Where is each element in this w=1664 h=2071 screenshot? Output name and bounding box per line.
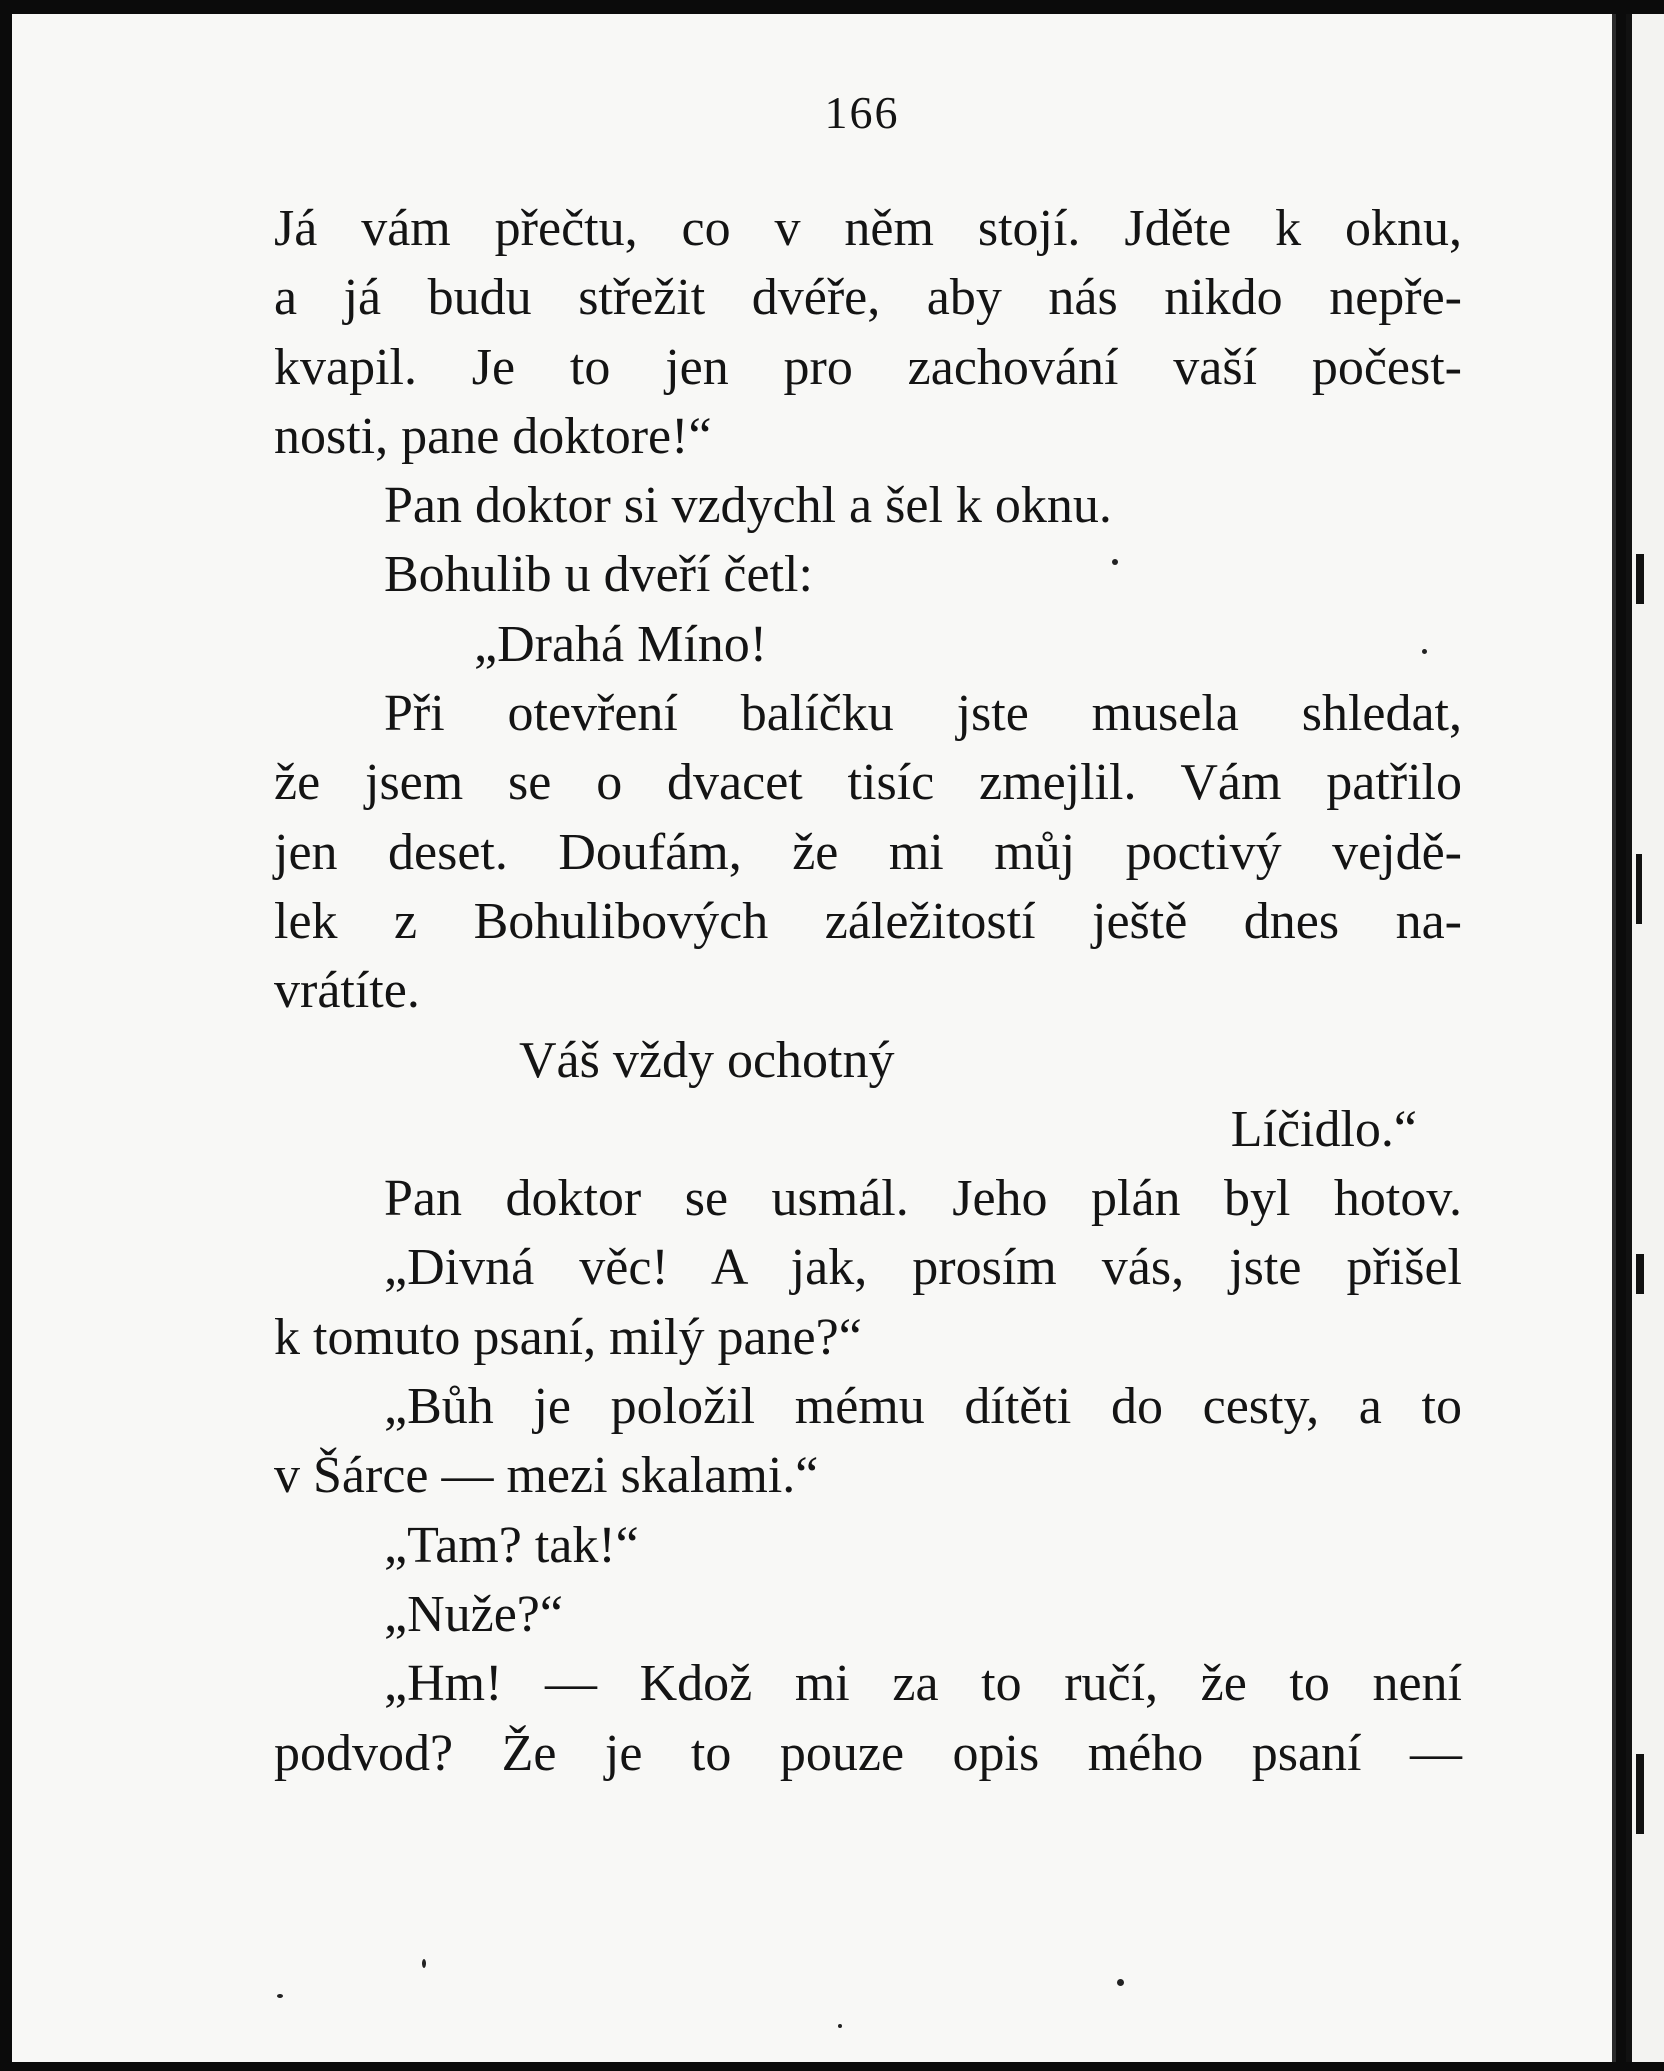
text-line: Líčidlo.“ xyxy=(1230,1100,1417,1158)
page-number: 166 xyxy=(824,87,900,138)
text-line: vrátíte. xyxy=(274,962,420,1020)
text-line: k tomuto psaní, milý pane?“ xyxy=(274,1308,862,1366)
text-line: Já vám přečtu, co v něm stojí. Jděte k oknu, xyxy=(274,200,1462,257)
page-body-text xyxy=(274,194,1462,1788)
text-line: „Divná věc! A jak, prosím vás, jste přišel xyxy=(384,1239,1462,1297)
facing-page-edge xyxy=(1626,14,1664,2062)
paper-speck xyxy=(838,2024,842,2028)
text-line: lek z Bohulibových záležitostí ještě dnes na- xyxy=(274,892,1462,950)
book-page xyxy=(12,14,1616,2062)
paper-speck xyxy=(1117,1979,1124,1986)
text-line: „Nuže?“ xyxy=(384,1585,563,1643)
text-line: „Bůh je položil mému dítěti do cesty, a to xyxy=(384,1378,1462,1436)
text-line: podvod? Že je to pouze opis mého psaní — xyxy=(274,1724,1462,1782)
facing-page-mark xyxy=(1636,554,1644,604)
facing-page-mark xyxy=(1636,1754,1644,1834)
paper-speck xyxy=(422,1959,426,1968)
text-line: jen deset. Doufám, že mi můj poctivý vejdě- xyxy=(274,823,1462,881)
text-line: „Hm! — Kdož mi za to ručí, že to není xyxy=(384,1655,1462,1713)
text-line: kvapil. Je to jen pro zachování vaší počest- xyxy=(274,338,1462,396)
text-line: Při otevření balíčku jste musela shledat, xyxy=(384,685,1462,743)
text-line: „Tam? tak!“ xyxy=(384,1516,639,1574)
text-line: Pan doktor se usmál. Jeho plán byl hotov. xyxy=(384,1170,1462,1228)
facing-page-mark xyxy=(1636,854,1642,924)
paper-speck xyxy=(277,1994,283,1998)
text-line: že jsem se o dvacet tisíc zmejlil. Vám patřilo xyxy=(274,754,1462,812)
paper-speck xyxy=(1112,559,1118,565)
text-line: a já budu střežit dvéře, aby nás nikdo nepře- xyxy=(274,269,1462,327)
text-line: „Drahá Míno! xyxy=(474,615,768,673)
text-line: Pan doktor si vzdychl a šel k oknu. xyxy=(384,477,1112,535)
text-line: nosti, pane doktore!“ xyxy=(274,407,712,465)
text-line: Bohulib u dveří četl: xyxy=(384,546,813,604)
facing-page-mark xyxy=(1636,1254,1644,1294)
text-line: v Šárce — mezi skalami.“ xyxy=(274,1447,819,1505)
text-line: Váš vždy ochotný xyxy=(519,1031,895,1089)
paper-speck xyxy=(1422,649,1427,654)
